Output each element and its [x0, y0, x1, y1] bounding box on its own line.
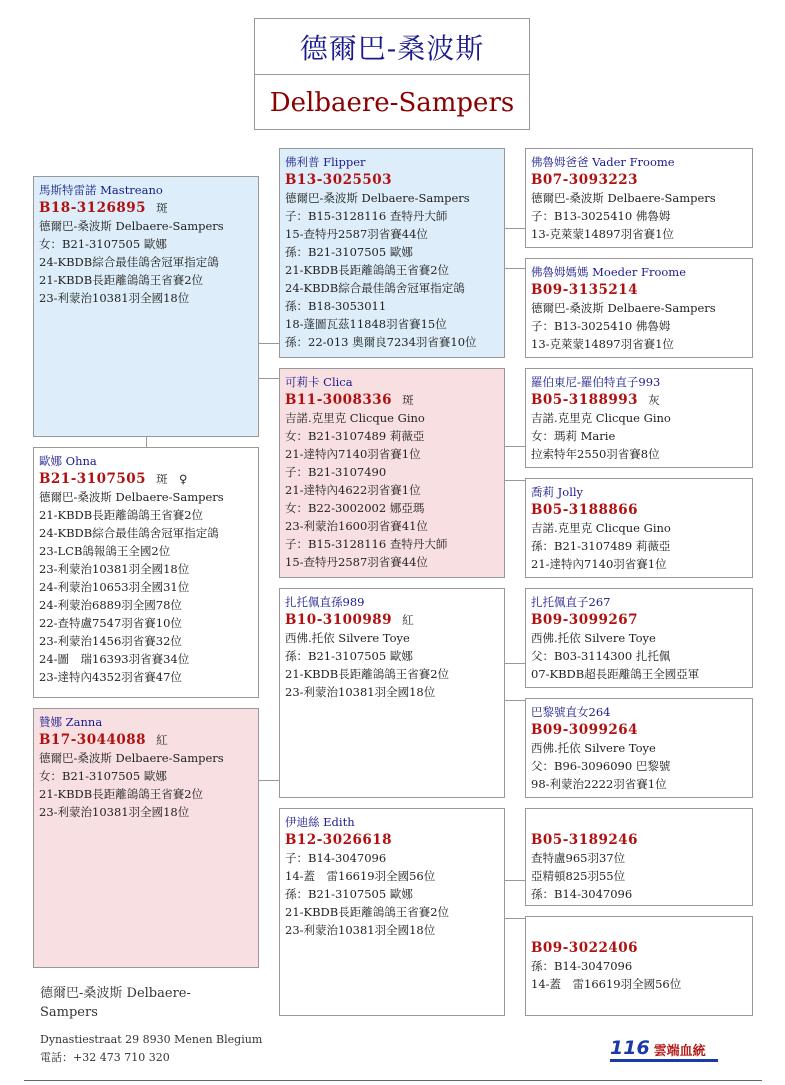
owner-name — [40, 984, 191, 1022]
pigeon-card-b246 — [525, 808, 753, 906]
street-address: Dynastiestraat 29 8930 Menen Blegium — [40, 1033, 263, 1046]
color-tag: 斑 — [402, 393, 414, 407]
info-line: 吉諾.克里克 Clicque Gino — [531, 411, 671, 425]
ring-number: B13-3025503 — [285, 172, 393, 188]
info-line: 21-達特內7140羽省賽1位 — [285, 447, 421, 461]
pigeon-name: 佛利普 Flipper — [285, 155, 366, 169]
pigeon-name: 扎托佩直子267 — [531, 595, 611, 609]
info-line: 24-圖 瑞16393羽省賽34位 — [39, 652, 190, 666]
info-line: 24-利蒙治10653羽全國31位 — [39, 580, 190, 594]
info-line: 西佛.托依 Silvere Toye — [531, 741, 656, 755]
connector — [505, 446, 525, 447]
info-line: 子：B13-3025410 佛魯姆 — [531, 209, 671, 223]
brand-logo — [610, 1033, 720, 1059]
pigeon-card-clica — [279, 368, 505, 578]
connector — [505, 880, 525, 881]
footer-divider — [24, 1080, 762, 1081]
pigeon-name: 喬莉 Jolly — [531, 485, 584, 499]
color-tag: 紅 — [156, 733, 168, 747]
ring-number: B11-3008336 — [285, 392, 393, 408]
info-line: 西佛.托依 Silvere Toye — [285, 631, 410, 645]
info-line: 23-LCB鴿報鴿王全國2位 — [39, 544, 171, 558]
info-line: 孫：B21-3107505 歐娜 — [285, 649, 413, 663]
connector — [505, 918, 525, 919]
color-tag: 斑 ♀ — [156, 472, 188, 486]
owner-line-2: Sampers — [40, 1005, 98, 1020]
info-line: 98-利蒙治2222羽省賽1位 — [531, 777, 667, 791]
info-line: 孫：B21-3107489 莉薇亞 — [531, 539, 671, 553]
pigeon-name: 羅伯東尼-羅伯特直子993 — [531, 375, 661, 389]
info-line: 孫：B14-3047096 — [531, 959, 633, 973]
ring-number: B09-3099267 — [531, 612, 639, 628]
title-chinese: 德爾巴-桑波斯 — [255, 19, 529, 75]
pigeon-card-zanna — [33, 708, 259, 968]
logo-number: 116 — [610, 1037, 650, 1059]
info-line: 23-利蒙治10381羽全國18位 — [285, 923, 436, 937]
pigeon-name: 歐娜 Ohna — [39, 454, 97, 468]
ring-number: B05-3188993 — [531, 392, 639, 408]
info-line: 18-蓬圖瓦茲11848羽省賽15位 — [285, 317, 447, 331]
info-line: 24-KBDB綜合最佳鴿舍冠軍指定鴿 — [39, 526, 219, 540]
info-line: 女：B22-3002002 娜亞瑪 — [285, 501, 425, 515]
info-line: 亞精頓825羽55位 — [531, 869, 626, 883]
pigeon-card-ohna — [33, 447, 259, 698]
info-line: 孫：B21-3107505 歐娜 — [285, 245, 413, 259]
ring-number: B05-3188866 — [531, 502, 639, 518]
pigeon-name: 扎托佩直孫989 — [285, 595, 365, 609]
ring-number: B21-3107505 — [39, 471, 147, 487]
info-line: 24-KBDB綜合最佳鴿舍冠軍指定鴿 — [39, 255, 219, 269]
info-line: 15-查特丹2587羽省賽44位 — [285, 555, 428, 569]
info-line: 吉諾.克里克 Clicque Gino — [531, 521, 671, 535]
ring-number: B17-3044088 — [39, 732, 147, 748]
info-line: 15-查特丹2587羽省賽44位 — [285, 227, 428, 241]
connector — [505, 228, 525, 229]
info-line: 23-利蒙治1600羽省賽41位 — [285, 519, 428, 533]
connector — [259, 780, 279, 781]
info-line: 07-KBDB超長距離鴿王全國亞軍 — [531, 667, 700, 681]
connector — [259, 343, 279, 344]
info-line: 子：B13-3025410 佛魯姆 — [531, 319, 671, 333]
ring-number: B07-3093223 — [531, 172, 639, 188]
info-line: 21-KBDB長距離鴿鴿王省賽2位 — [285, 667, 450, 681]
info-line: 子：B15-3128116 查特丹大師 — [285, 537, 448, 551]
info-line: 子：B21-3107490 — [285, 465, 387, 479]
info-line: 13-克萊蒙14897羽省賽1位 — [531, 337, 674, 351]
info-line: 22-查特盧7547羽省賽10位 — [39, 616, 182, 630]
pigeon-card-b406 — [525, 916, 753, 1016]
info-line: 查特盧965羽37位 — [531, 851, 626, 865]
info-line: 14-蓋 雷16619羽全國56位 — [285, 869, 436, 883]
phone-number: 電話：+32 473 710 320 — [40, 1051, 170, 1064]
logo-underline — [610, 1059, 718, 1062]
pigeon-card-zatopek267 — [525, 588, 753, 688]
info-line: 21-KBDB長距離鴿鴿王省賽2位 — [39, 273, 204, 287]
info-line: 21-KBDB長距離鴿鴿王省賽2位 — [285, 905, 450, 919]
info-line: 吉諾.克里克 Clicque Gino — [285, 411, 425, 425]
info-line: 德爾巴-桑波斯 Delbaere-Sampers — [39, 751, 224, 765]
info-line: 西佛.托依 Silvere Toye — [531, 631, 656, 645]
title-box — [254, 18, 530, 130]
pigeon-card-silvere989 — [279, 588, 505, 798]
owner-line-1: 德爾巴-桑波斯 Delbaere- — [40, 986, 191, 1001]
info-line: 孫：22-013 奧爾良7234羽省賽10位 — [285, 335, 477, 349]
info-line: 23-利蒙治10381羽全國18位 — [39, 291, 190, 305]
info-line: 父：B03-3114300 扎托佩 — [531, 649, 671, 663]
pigeon-name: 贊娜 Zanna — [39, 715, 103, 729]
pigeon-card-moeder — [525, 258, 753, 358]
connector — [259, 378, 279, 379]
info-line: 女：B21-3107489 莉薇亞 — [285, 429, 425, 443]
pigeon-name: 馬斯特雷諾 Mastreano — [39, 183, 163, 197]
info-line: 13-克萊蒙14897羽省賽1位 — [531, 227, 674, 241]
ring-number: B18-3126895 — [39, 200, 147, 216]
info-line: 23-利蒙治10381羽全國18位 — [39, 562, 190, 576]
connector — [505, 480, 525, 481]
color-tag: 紅 — [402, 613, 414, 627]
ring-number: B10-3100989 — [285, 612, 393, 628]
info-line: 14-蓋 雷16619羽全國56位 — [531, 977, 682, 991]
info-line: 德爾巴-桑波斯 Delbaere-Sampers — [285, 191, 470, 205]
info-line: 23-利蒙治10381羽全國18位 — [285, 685, 436, 699]
info-line: 23-利蒙治10381羽全國18位 — [39, 805, 190, 819]
info-line: 21-達特內7140羽省賽1位 — [531, 557, 667, 571]
ring-number: B05-3189246 — [531, 832, 639, 848]
ring-number: B09-3099264 — [531, 722, 639, 738]
title-english: Delbaere-Sampers — [269, 87, 515, 118]
pigeon-name: 伊迪絲 Edith — [285, 815, 355, 829]
info-line: 21-KBDB長距離鴿鴿王省賽2位 — [39, 787, 204, 801]
info-line: 女：瑪莉 Marie — [531, 429, 616, 443]
info-line: 拉索特年2550羽省賽8位 — [531, 447, 660, 461]
connector — [505, 268, 525, 269]
color-tag: 斑 — [156, 201, 168, 215]
pigeon-card-vader — [525, 148, 753, 248]
info-line: 德爾巴-桑波斯 Delbaere-Sampers — [39, 219, 224, 233]
info-line: 孫：B18-3053011 — [285, 299, 387, 313]
connector — [505, 663, 525, 664]
info-line: 23-利蒙治1456羽省賽32位 — [39, 634, 182, 648]
info-line: 父：B96-3096090 巴黎號 — [531, 759, 671, 773]
ring-number: B09-3022406 — [531, 940, 639, 956]
pigeon-name: 可莉卡 Clica — [285, 375, 353, 389]
color-tag: 灰 — [648, 393, 660, 407]
address-block — [40, 1031, 262, 1067]
pigeon-name: 巴黎號直女264 — [531, 705, 611, 719]
connector — [505, 700, 525, 701]
info-line: 24-KBDB綜合最佳鴿舍冠軍指定鴿 — [285, 281, 465, 295]
pigeon-card-paris264 — [525, 698, 753, 798]
ring-number: B12-3026618 — [285, 832, 393, 848]
pigeon-card-jolly — [525, 478, 753, 578]
info-line: 德爾巴-桑波斯 Delbaere-Sampers — [531, 191, 716, 205]
pigeon-card-luobo — [525, 368, 753, 468]
info-line: 德爾巴-桑波斯 Delbaere-Sampers — [39, 490, 224, 504]
connector — [146, 437, 147, 447]
info-line: 21-KBDB長距離鴿鴿王省賽2位 — [285, 263, 450, 277]
info-line: 德爾巴-桑波斯 Delbaere-Sampers — [531, 301, 716, 315]
info-line: 子：B14-3047096 — [285, 851, 387, 865]
pigeon-card-main — [33, 176, 259, 437]
pigeon-card-edith — [279, 808, 505, 1016]
logo-text: 雲端血統 — [653, 1044, 706, 1059]
info-line: 21-KBDB長距離鴿鴿王省賽2位 — [39, 508, 204, 522]
info-line: 孫：B14-3047096 — [531, 887, 633, 901]
pigeon-name: 佛魯姆媽媽 Moeder Froome — [531, 265, 687, 279]
pigeon-card-flipper — [279, 148, 505, 358]
ring-number: B09-3135214 — [531, 282, 639, 298]
info-line: 女：B21-3107505 歐娜 — [39, 769, 167, 783]
info-line: 21-達特內4622羽省賽1位 — [285, 483, 421, 497]
info-line: 孫：B21-3107505 歐娜 — [285, 887, 413, 901]
info-line: 女：B21-3107505 歐娜 — [39, 237, 167, 251]
pigeon-name: 佛魯姆爸爸 Vader Froome — [531, 155, 675, 169]
info-line: 23-達特內4352羽省賽47位 — [39, 670, 182, 684]
info-line: 子：B15-3128116 查特丹大師 — [285, 209, 448, 223]
info-line: 24-利蒙治6889羽全國78位 — [39, 598, 182, 612]
